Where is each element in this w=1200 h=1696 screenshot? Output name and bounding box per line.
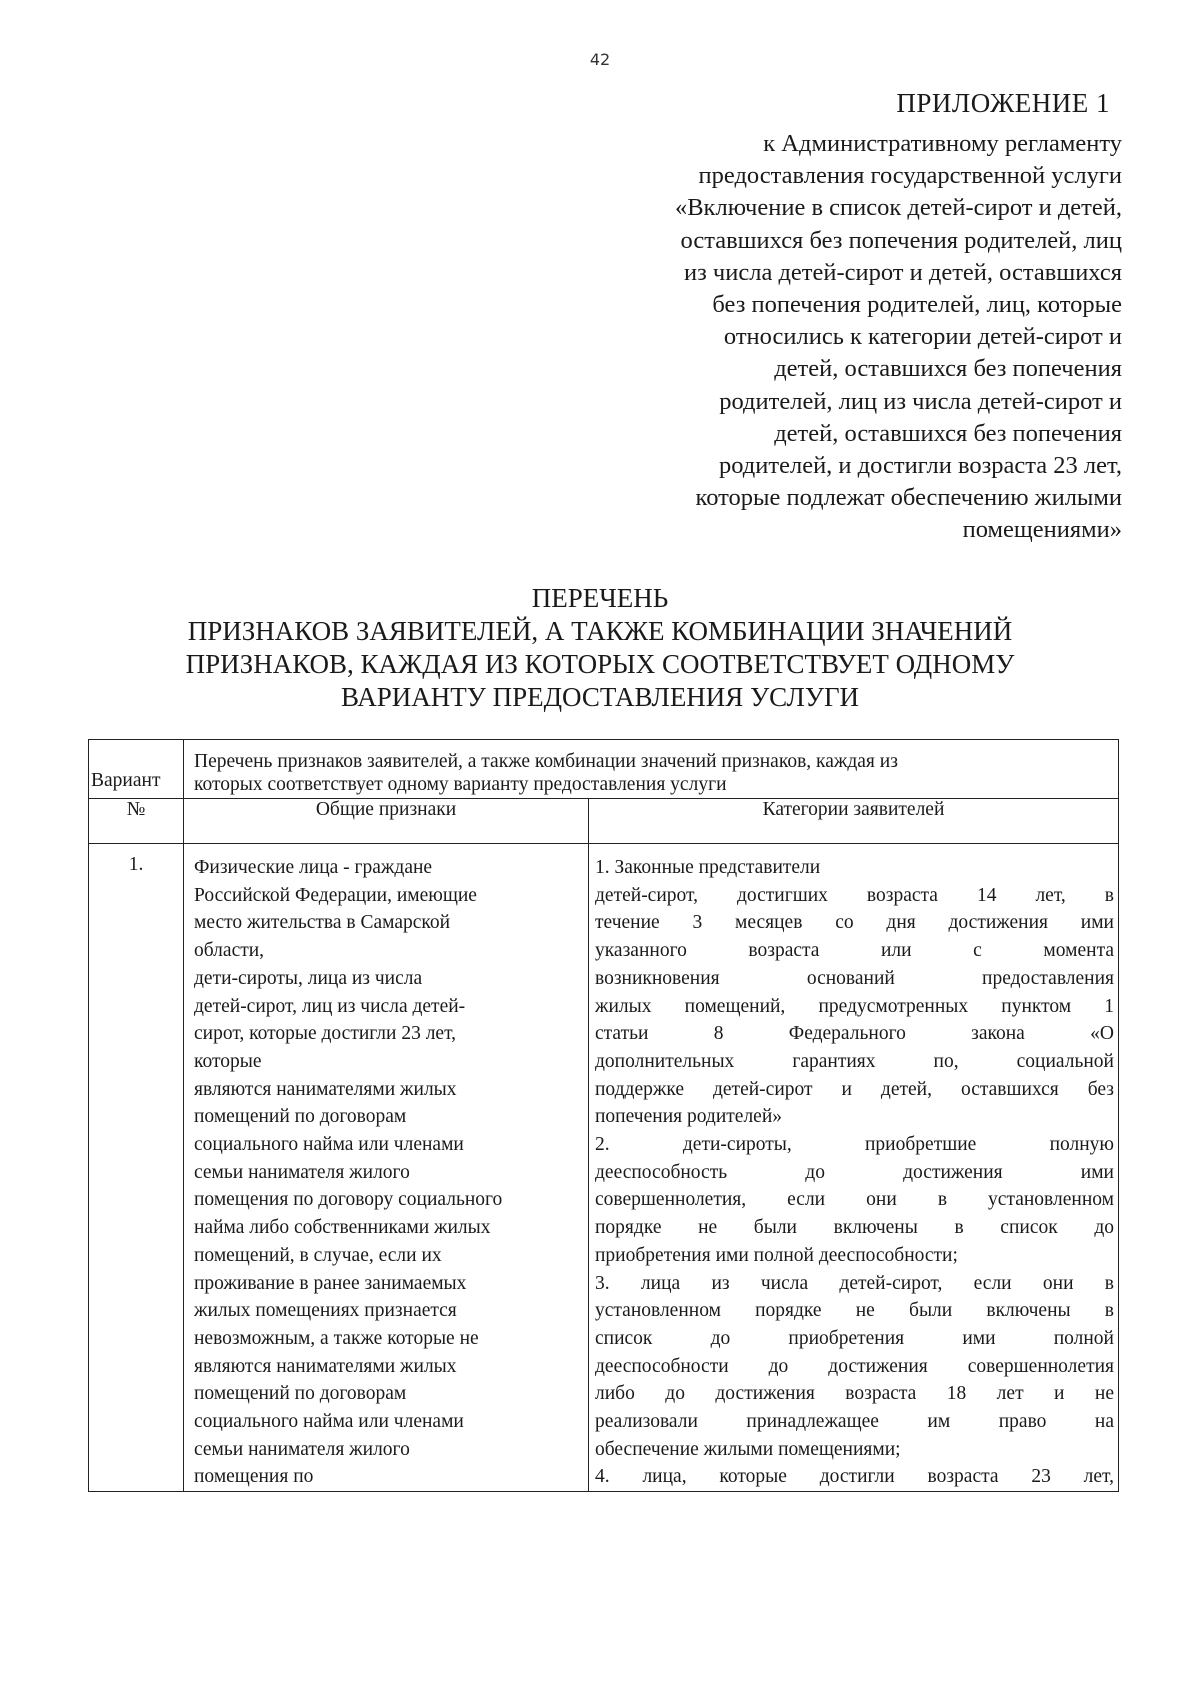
- general-criteria-line: помещения по: [194, 1466, 314, 1488]
- category-line: обеспечение жилыми помещениями;: [595, 1438, 901, 1460]
- category-line: 2. дети-сироты, приобретшие полную: [595, 1134, 1114, 1156]
- category-line: жилых помещений, предусмотренных пунктом 1: [595, 995, 1114, 1017]
- appendix-title: ПРИЛОЖЕНИЕ 1: [896, 88, 1110, 118]
- category-line: 4. лица, которые достигли возраста 23 лет,: [595, 1466, 1114, 1488]
- header-description: [184, 740, 1119, 799]
- page-number: 42: [589, 50, 611, 69]
- applicant-categories-cell: [589, 844, 1119, 1492]
- category-line: установленном порядке не были включены в: [595, 1300, 1114, 1322]
- category-line: поддержке детей-сирот и детей, оставшихся без: [595, 1078, 1114, 1100]
- general-criteria-line: дети-сироты, лица из числа: [194, 967, 423, 989]
- general-criteria-line: место жительства в Самарской: [194, 912, 451, 934]
- appendix-line: родителей, и достигли возраста 23 лет,: [719, 452, 1122, 480]
- header-variant: Вариант: [89, 740, 184, 799]
- general-criteria-line: области,: [194, 940, 265, 962]
- appendix-line: относились к категории детей-сирот и: [723, 323, 1122, 351]
- header-text-line: Перечень признаков заявителей, а также комбинации значений признаков, каждая из: [194, 751, 898, 772]
- appendix-line: которые подлежат обеспечению жилыми: [695, 484, 1122, 512]
- heading-line: ВАРИАНТУ ПРЕДОСТАВЛЕНИЯ УСЛУГИ: [340, 682, 860, 712]
- general-criteria-line: социального найма или членами: [194, 1411, 464, 1433]
- appendix-line: без попечения родителей, лиц, которые: [712, 291, 1122, 319]
- heading-line: ПЕРЕЧЕНЬ: [531, 583, 669, 613]
- category-line: дееспособности до достижения совершеннолетия: [595, 1355, 1114, 1377]
- category-line: 1. Законные представители: [595, 857, 821, 878]
- general-criteria-line: помещений по договорам: [194, 1106, 407, 1128]
- general-criteria-line: семьи нанимателя жилого: [194, 1438, 410, 1460]
- category-line: дополнительных гарантиях по, социальной: [595, 1050, 1114, 1072]
- general-criteria-line: семьи нанимателя жилого: [194, 1161, 410, 1183]
- category-line: список до приобретения ими полной: [595, 1327, 1114, 1349]
- general-criteria-cell: [184, 844, 589, 1492]
- general-criteria-line: Физические лица - граждане: [194, 857, 433, 878]
- general-criteria-line: помещений по договорам: [194, 1383, 407, 1405]
- header-text-line: которых соответствует одному варианту предоставления услуги: [194, 774, 727, 795]
- general-criteria-line: сирот, которые достигли 23 лет,: [194, 1023, 457, 1045]
- category-line: попечения родителей»: [595, 1106, 783, 1128]
- heading-line: ПРИЗНАКОВ, КАЖДАЯ ИЗ КОТОРЫХ СООТВЕТСТВУЕТ ОДНОМУ: [185, 649, 1015, 679]
- category-line: возникновения оснований предоставления: [595, 967, 1114, 989]
- subheader-number: №: [89, 799, 184, 844]
- table-subheader-row: [89, 799, 1119, 844]
- category-line: совершеннолетия, если они в установленном: [595, 1189, 1114, 1211]
- criteria-table: [88, 739, 1119, 1492]
- subheader-general: Общие признаки: [184, 799, 589, 844]
- general-criteria-line: являются нанимателями жилых: [194, 1078, 457, 1100]
- general-criteria-line: помещения по договору социального: [194, 1189, 503, 1211]
- general-criteria-line: являются нанимателями жилых: [194, 1355, 457, 1377]
- appendix-line: из числа детей-сирот и детей, оставшихся: [684, 258, 1122, 286]
- category-line: течение 3 месяцев со дня достижения ими: [595, 912, 1114, 934]
- general-criteria-line: которые: [194, 1050, 262, 1072]
- appendix-line: родителей, лиц из числа детей-сирот и: [719, 387, 1122, 415]
- general-criteria-line: проживание в ранее занимаемых: [194, 1272, 467, 1294]
- category-line: 3. лица из числа детей-сирот, если они в: [595, 1272, 1114, 1294]
- category-line: приобретения ими полной дееспособности;: [595, 1244, 958, 1266]
- category-line: статьи 8 Федерального закона «О: [595, 1023, 1114, 1045]
- appendix-line: детей, оставшихся без попечения: [774, 355, 1122, 383]
- general-criteria-line: Российской Федерации, имеющие: [194, 884, 477, 906]
- appendix-subtitle: [675, 128, 1122, 547]
- heading-line: ПРИЗНАКОВ ЗАЯВИТЕЛЕЙ, А ТАКЖЕ КОМБИНАЦИИ ЗНАЧЕНИЙ: [187, 616, 1013, 646]
- row-number: 1.: [89, 844, 184, 1492]
- appendix-line: помещениями»: [962, 516, 1122, 544]
- general-criteria-line: помещений, в случае, если их: [194, 1244, 442, 1266]
- general-criteria-line: социального найма или членами: [194, 1134, 464, 1156]
- category-line: детей-сирот, достигших возраста 14 лет, в: [595, 884, 1114, 906]
- general-criteria-line: детей-сирот, лиц из числа детей-: [194, 995, 466, 1017]
- appendix-line: оставшихся без попечения родителей, лиц: [680, 226, 1122, 254]
- appendix-line: «Включение в список детей-сирот и детей,: [674, 194, 1122, 222]
- general-criteria-line: жилых помещениях признается: [194, 1300, 457, 1322]
- appendix-line: детей, оставшихся без попечения: [774, 419, 1122, 447]
- category-line: дееспособность до достижения ими: [595, 1161, 1114, 1183]
- subheader-categories: Категории заявителей: [589, 799, 1119, 844]
- table-row: [89, 844, 1119, 1492]
- appendix-line: предоставления государственной услуги: [698, 162, 1122, 190]
- category-line: либо до достижения возраста 18 лет и не: [595, 1383, 1114, 1405]
- category-line: порядке не были включены в список до: [595, 1217, 1114, 1239]
- document-heading: [0, 582, 1200, 714]
- category-line: реализовали принадлежащее им право на: [595, 1411, 1114, 1433]
- appendix-line: к Административному регламенту: [763, 130, 1122, 157]
- general-criteria-line: невозможным, а также которые не: [194, 1327, 479, 1349]
- general-criteria-line: найма либо собственниками жилых: [194, 1217, 491, 1239]
- table-header-row: [89, 740, 1119, 799]
- category-line: указанного возраста или с момента: [595, 940, 1114, 962]
